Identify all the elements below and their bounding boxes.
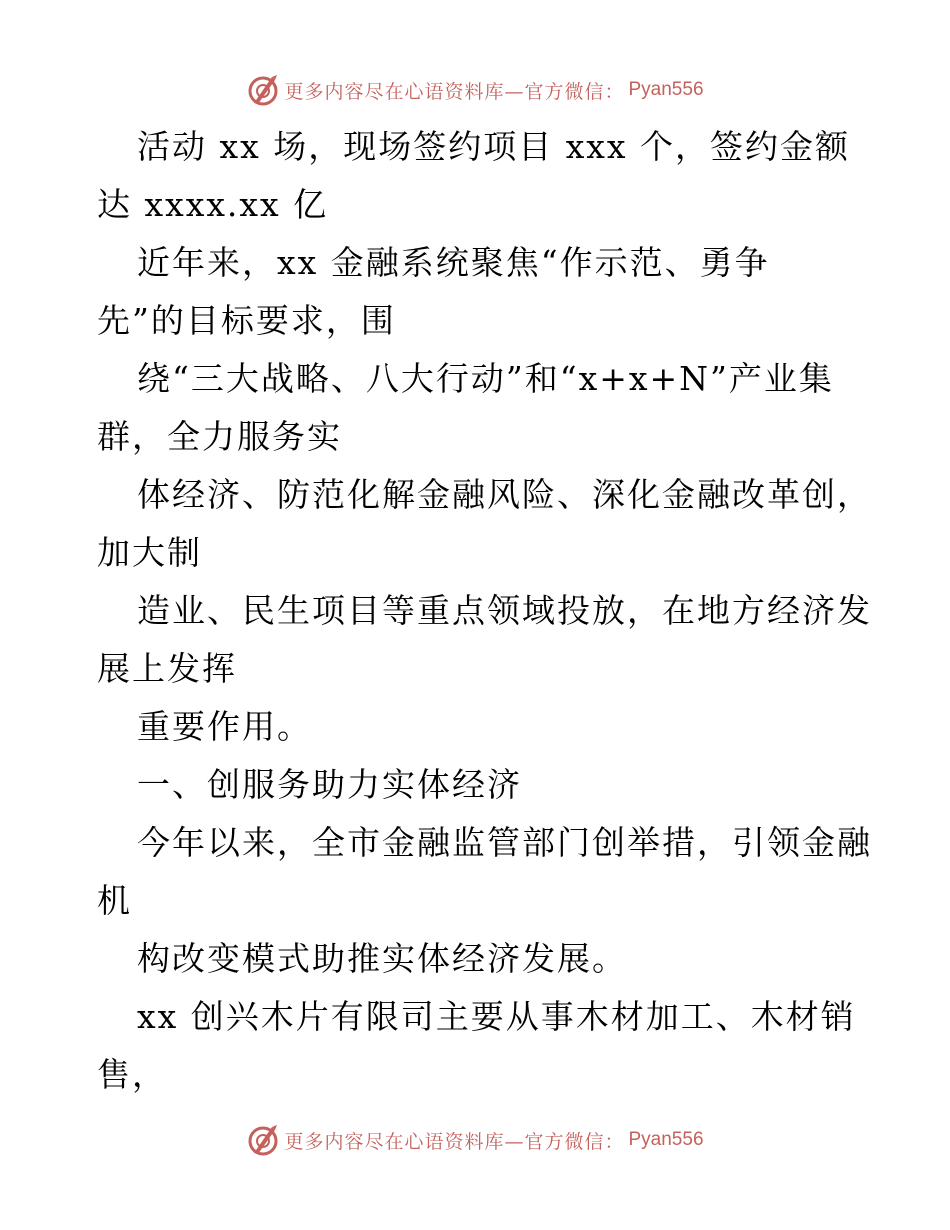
text-line-15: 构改变模式助推实体经济发展。 bbox=[137, 939, 627, 978]
footer-wechat-id: Pyan556 bbox=[628, 1129, 704, 1150]
text-line-2: 达 xxxx.xx 亿 bbox=[97, 185, 329, 224]
section-heading: 一、创服务助力实体经济 bbox=[137, 765, 522, 804]
header-watermark-banner bbox=[0, 70, 950, 110]
text-line-5: 绕“三大战略、八大行动”和“x+x+N”产业集 bbox=[137, 359, 834, 398]
text-line-1: 活动 xx 场，现场签约项目 xxx 个，签约金额 bbox=[137, 127, 851, 166]
quill-logo-icon bbox=[246, 1123, 280, 1157]
text-line-7: 体经济、防范化解金融风险、深化金融改革创， bbox=[137, 475, 872, 514]
document-body bbox=[97, 118, 872, 1104]
text-line-3: 近年来，xx 金融系统聚焦“作示范、勇争 bbox=[137, 243, 770, 282]
footer-banner-text: 更多内容尽在心语资料库—官方微信： bbox=[284, 1130, 625, 1153]
text-line-6: 群，全力服务实 bbox=[97, 417, 342, 456]
quill-logo-icon bbox=[246, 73, 280, 107]
text-line-14: 机 bbox=[97, 881, 132, 920]
text-line-8: 加大制 bbox=[97, 533, 202, 572]
footer-watermark-banner bbox=[0, 1120, 950, 1160]
text-line-9: 造业、民生项目等重点领域投放，在地方经济发 bbox=[137, 591, 872, 630]
text-line-17: 售， bbox=[97, 1055, 167, 1094]
text-line-4: 先”的目标要求，围 bbox=[97, 301, 396, 340]
header-wechat-id: Pyan556 bbox=[628, 79, 704, 100]
header-banner-text: 更多内容尽在心语资料库—官方微信： bbox=[284, 80, 625, 103]
text-line-11: 重要作用。 bbox=[137, 707, 312, 746]
text-line-13: 今年以来，全市金融监管部门创举措，引领金融 bbox=[137, 823, 872, 862]
text-line-10: 展上发挥 bbox=[97, 649, 237, 688]
text-line-16: xx 创兴木片有限司主要从事木材加工、木材销 bbox=[137, 997, 856, 1036]
